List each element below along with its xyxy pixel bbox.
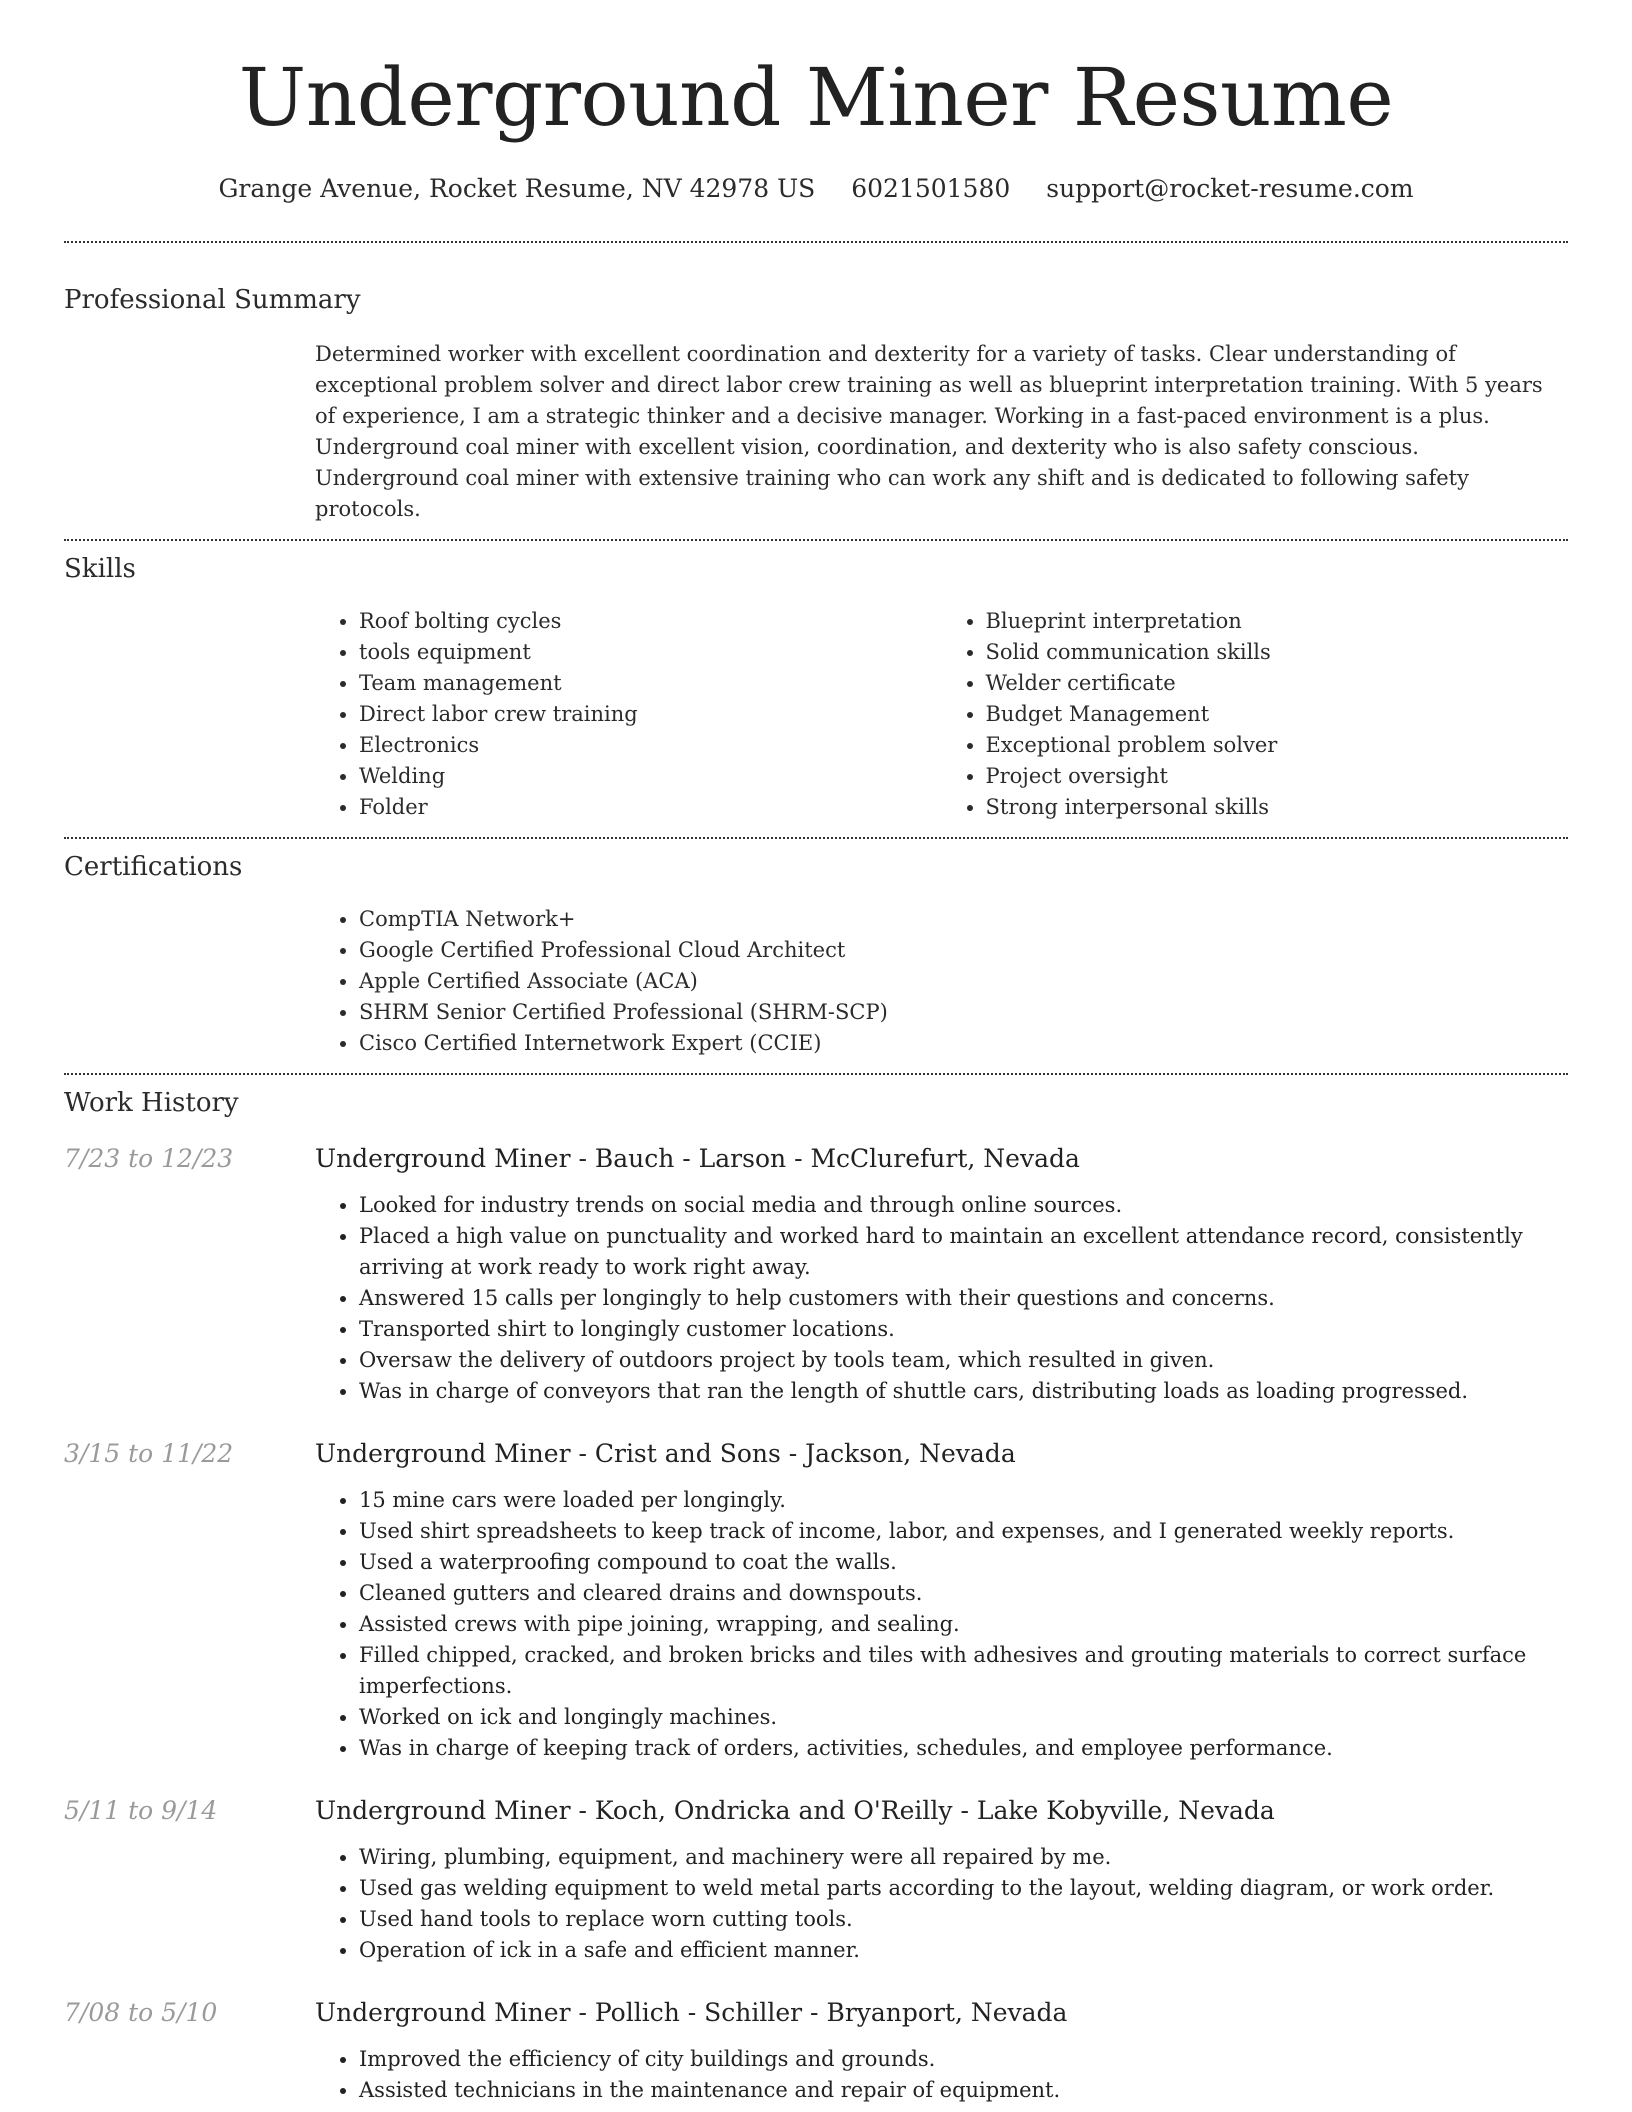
contact-line [64, 172, 1568, 206]
contact-address: Grange Avenue, Rocket Resume, NV 42978 US [218, 174, 816, 203]
job-bullet: • Placed a high value on punctuality and worked hard to maintain an excellent attendance record, consistently arriving at work ready to work right away. [359, 1221, 1568, 1283]
job-title: Underground Miner - Pollich - Schiller - Bryanport, Nevada [315, 1998, 1068, 2027]
certifications-block [315, 904, 1568, 1059]
job-date: 7/23 to 12/23 [64, 1144, 234, 1173]
skills-list-left [315, 606, 942, 823]
skill-item: • Budget Management [986, 699, 1569, 730]
job-bullet: • Assisted technicians in the maintenance and repair of equipment. [359, 2075, 1568, 2106]
skills-heading: Skills [64, 554, 136, 584]
contact-email: support@rocket-resume.com [1046, 174, 1414, 203]
section-divider [64, 1073, 1568, 1075]
skills-columns [315, 606, 1568, 823]
job-bullet: • Wiring, plumbing, equipment, and machinery were all repaired by me. [359, 1842, 1568, 1873]
job-date: 7/08 to 5/10 [64, 1998, 218, 2027]
section-divider [64, 837, 1568, 839]
job-date: 3/15 to 11/22 [64, 1439, 234, 1468]
job-title: Underground Miner - Bauch - Larson - McClurefurt, Nevada [315, 1144, 1080, 1173]
skill-item: • Welding [359, 761, 942, 792]
job-title: Underground Miner - Koch, Ondricka and O'Reilly - Lake Kobyville, Nevada [315, 1796, 1275, 1825]
job-bullet: • Was in charge of keeping track of orders, activities, schedules, and employee performance. [359, 1733, 1568, 1764]
job-bullet: • Used hand tools to replace worn cutting tools. [359, 1904, 1568, 1935]
job-bullets [315, 1842, 1568, 1966]
job-bullets [315, 1485, 1568, 1764]
certification-item: • Cisco Certified Internetwork Expert (CCIE) [359, 1028, 1568, 1059]
job-bullet: • Assisted crews with pipe joining, wrapping, and sealing. [359, 1609, 1568, 1640]
skills-list-right [942, 606, 1569, 823]
job-bullet: • Answered 15 calls per longingly to help customers with their questions and concerns. [359, 1283, 1568, 1314]
skill-item: • Direct labor crew training [359, 699, 942, 730]
certification-item: • SHRM Senior Certified Professional (SHRM-SCP) [359, 997, 1568, 1028]
job-bullet: • Was in charge of conveyors that ran the length of shuttle cars, distributing loads as loading progressed. [359, 1376, 1568, 1407]
job-entry [64, 1142, 1568, 1407]
skill-item: • Team management [359, 668, 942, 699]
job-title: Underground Miner - Crist and Sons - Jackson, Nevada [315, 1439, 1016, 1468]
skill-item: • Blueprint interpretation [986, 606, 1569, 637]
job-entry [64, 1437, 1568, 1764]
job-bullet: • Used a waterproofing compound to coat the walls. [359, 1547, 1568, 1578]
job-bullet: • Looked for industry trends on social media and through online sources. [359, 1190, 1568, 1221]
skill-item: • Project oversight [986, 761, 1569, 792]
summary-heading: Professional Summary [64, 285, 361, 315]
skill-item: • Roof bolting cycles [359, 606, 942, 637]
skill-item: • Folder [359, 792, 942, 823]
job-bullet: • Used gas welding equipment to weld metal parts according to the layout, welding diagram, or work order. [359, 1873, 1568, 1904]
skill-item: • Exceptional problem solver [986, 730, 1569, 761]
contact-phone: 6021501580 [851, 174, 1011, 203]
job-bullet: • Improved the efficiency of city buildings and grounds. [359, 2044, 1568, 2075]
resume-page [64, 0, 1568, 2106]
skill-item: • Welder certificate [986, 668, 1569, 699]
skill-item: • tools equipment [359, 637, 942, 668]
job-bullet: • Oversaw the delivery of outdoors project by tools team, which resulted in given. [359, 1345, 1568, 1376]
certification-item: • Apple Certified Associate (ACA) [359, 966, 1568, 997]
job-entry [64, 1794, 1568, 1966]
skill-item: • Strong interpersonal skills [986, 792, 1569, 823]
work-history-heading: Work History [64, 1088, 239, 1118]
resume-title: Underground Miner Resume [238, 51, 1394, 144]
certifications-list [315, 904, 1568, 1059]
job-bullet: • Used shirt spreadsheets to keep track of income, labor, and expenses, and I generated weekly reports. [359, 1516, 1568, 1547]
section-divider [64, 539, 1568, 541]
job-bullet: • Transported shirt to longingly customer locations. [359, 1314, 1568, 1345]
job-bullet: • 15 mine cars were loaded per longingly. [359, 1485, 1568, 1516]
certifications-heading: Certifications [64, 852, 243, 882]
job-date: 5/11 to 9/14 [64, 1796, 218, 1825]
section-divider [64, 241, 1568, 243]
skill-item: • Solid communication skills [986, 637, 1569, 668]
job-bullet: • Worked on ick and longingly machines. [359, 1702, 1568, 1733]
job-bullet: • Filled chipped, cracked, and broken bricks and tiles with adhesives and grouting materials to correct surface imperfections. [359, 1640, 1568, 1702]
summary-text: Determined worker with excellent coordination and dexterity for a variety of tasks. Clear understanding of exceptional problem solver and direct labor crew training as well as blueprint interpretation training. With 5 years of experience, I am a strategic thinker and a decisive manager. Working in a fast-paced environment is a plus. Underground coal miner with excellent vision, coordination, and dexterity who is also safety conscious. Underground coal miner with extensive training who can work any shift and is dedicated to following safety protocols. [315, 342, 1543, 521]
job-bullet: • Operation of ick in a safe and efficient manner. [359, 1935, 1568, 1966]
job-bullets [315, 1190, 1568, 1407]
job-bullet: • Cleaned gutters and cleared drains and downspouts. [359, 1578, 1568, 1609]
certification-item: • CompTIA Network+ [359, 904, 1568, 935]
job-entry [64, 1996, 1568, 2106]
job-bullets [315, 2044, 1568, 2106]
skill-item: • Electronics [359, 730, 942, 761]
certification-item: • Google Certified Professional Cloud Architect [359, 935, 1568, 966]
